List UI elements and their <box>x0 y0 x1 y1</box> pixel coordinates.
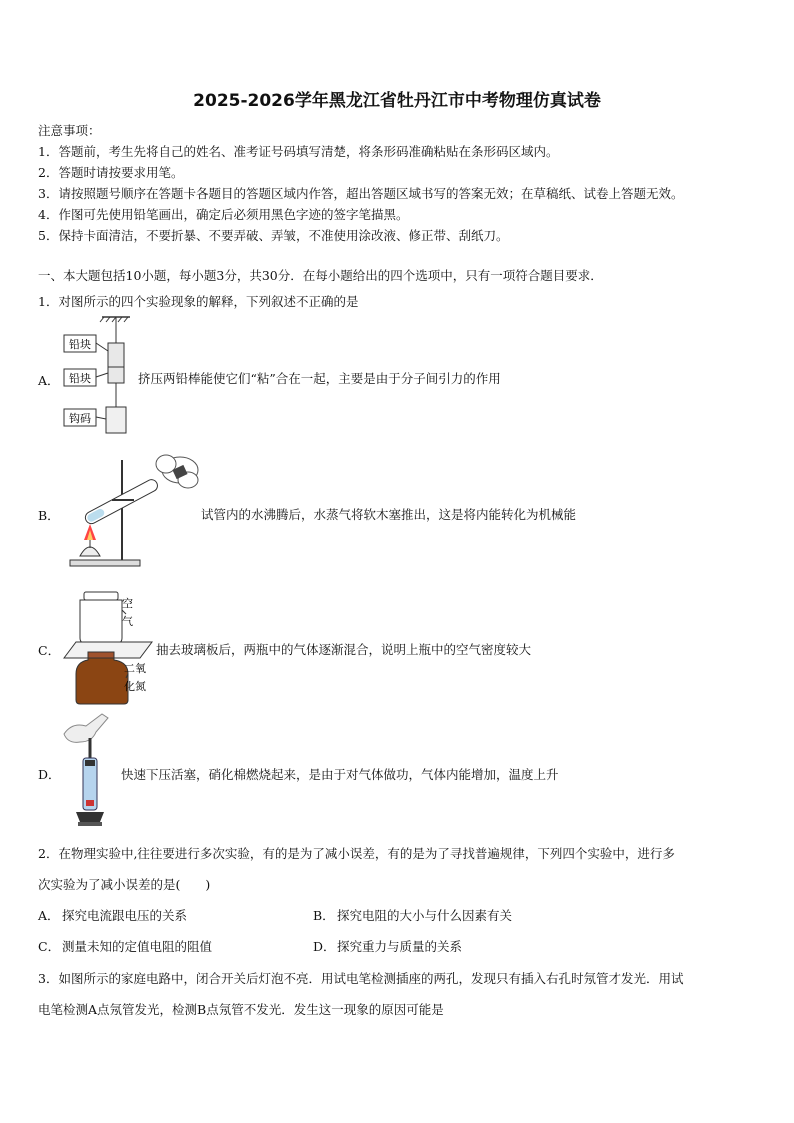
fig-label-air-2: 气 <box>122 615 133 628</box>
fig-label-lead-1: 铅块 <box>69 338 91 351</box>
notice-item: 1．答题前，考生先将自己的姓名、准考证号码填写清楚，将条形码准确粘贴在条形码区域内。 <box>38 144 559 159</box>
q1-option-c-text: 抽去玻璃板后，两瓶中的气体逐渐混合，说明上瓶中的空气密度较大 <box>156 642 532 657</box>
q1-option-a-label: A． <box>38 373 60 388</box>
q2-option-b-text: 探究电阻的大小与什么因素有关 <box>337 908 513 923</box>
fig-label-no2-2: 化氮 <box>124 680 146 693</box>
notice-item: 5．保持卡面清洁，不要折暴、不要弄破、弄皱，不准使用涂改液、修正带、刮纸刀。 <box>38 228 509 243</box>
notice-heading: 注意事项： <box>38 123 101 138</box>
fig-label-air-1: 空 <box>122 597 133 610</box>
q1-option-a-text: 挤压两铅棒能使它们“粘”合在一起，主要是由于分子间引力的作用 <box>138 371 501 386</box>
q1-option-d-text: 快速下压活塞，硝化棉燃烧起来，是由于对气体做功，气体内能增加，温度上升 <box>121 767 559 782</box>
fig-label-lead-2: 铅块 <box>69 372 91 385</box>
question-2-stem-line2: 次实验为了减小误差的是( ) <box>38 877 211 892</box>
question-3-stem-line1: 3．如图所示的家庭电路中，闭合开关后灯泡不亮．用试电笔检测插座的两孔，发现只有插入右孔时氖管才发光．用试 <box>38 971 684 986</box>
lead-blocks-figure <box>62 315 132 437</box>
question-2-stem-line1: 2．在物理实验中,往往要进行多次实验，有的是为了减小误差，有的是为了寻找普遍规律，下列四个实验中，进行多 <box>38 846 675 861</box>
piston-compression-figure <box>62 712 118 828</box>
q2-option-c-label: C． <box>38 939 61 954</box>
q2-option-d-text: 探究重力与质量的关系 <box>337 939 463 954</box>
notice-item: 2．答题时请按要求用笔。 <box>38 165 184 180</box>
q2-option-c-text: 测量未知的定值电阻的阻值 <box>62 939 213 954</box>
q1-option-b-label: B． <box>38 508 60 523</box>
q2-option-d-label: D． <box>313 939 336 954</box>
q1-option-c-label: C． <box>38 643 61 658</box>
test-tube-steam-figure <box>62 452 200 572</box>
question-3-stem-line2: 电笔检测A点氖管发光，检测B点氖管不发光．发生这一现象的原因可能是 <box>38 1002 444 1017</box>
section-heading: 一、本大题包括10小题，每小题3分，共30分．在每小题给出的四个选项中，只有一项符合题目要求． <box>38 268 603 283</box>
q2-option-a-text: 探究电流跟电压的关系 <box>62 908 188 923</box>
fig-label-weight: 钩码 <box>69 412 91 425</box>
notice-item: 3．请按照题号顺序在答题卡各题目的答题区域内作答，超出答题区域书写的答案无效；在草稿纸、试卷上答题无效。 <box>38 186 684 201</box>
q2-option-a-label: A． <box>38 908 60 923</box>
fig-label-no2-1: 二氧 <box>124 662 146 675</box>
q1-option-b-text: 试管内的水沸腾后，水蒸气将软木塞推出，这是将内能转化为机械能 <box>201 507 577 522</box>
q1-option-d-label: D． <box>38 767 61 782</box>
gas-diffusion-figure <box>62 590 157 708</box>
page-title: 2025-2026学年黑龙江省牡丹江市中考物理仿真试卷 <box>193 91 601 111</box>
q2-option-b-label: B． <box>313 908 335 923</box>
notice-item: 4．作图可先使用铅笔画出，确定后必须用黑色字迹的签字笔描黑。 <box>38 207 409 222</box>
question-1-stem: 1．对图所示的四个实验现象的解释，下列叙述不正确的是 <box>38 294 359 309</box>
